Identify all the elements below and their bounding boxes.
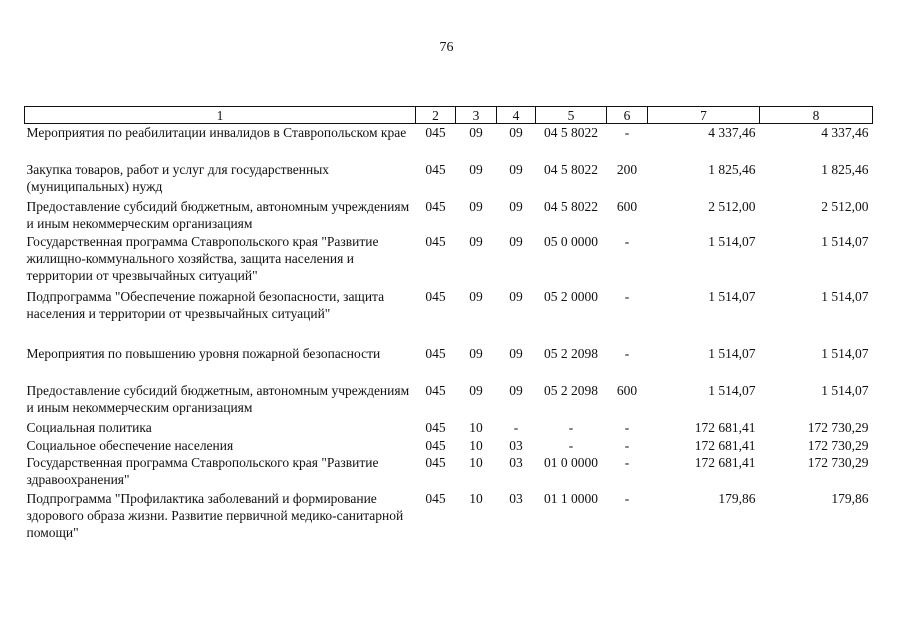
row-c2: 045 (425, 161, 446, 177)
row-name: Закупка товаров, работ и услуг для государственных (муниципальных) нужд (26, 161, 330, 194)
row-name: Подпрограмма "Обеспечение пожарной безопасности, защита населения и территории от чрезвычайных ситуаций" (26, 288, 385, 321)
row-c5: 01 0 0000 (544, 454, 598, 470)
row-c4: 03 (509, 454, 523, 470)
row-name: Предоставление субсидий бюджетным, автономным учреждениям и иным некоммерческим организациям (26, 382, 410, 415)
table-row (25, 345, 873, 382)
row-c3: 09 (469, 382, 483, 398)
row-c3: 09 (469, 198, 483, 214)
row-c6: 200 (616, 161, 638, 177)
row-c6: - (624, 345, 630, 361)
table-row (25, 233, 873, 288)
table-row (25, 490, 873, 544)
row-c6: - (624, 233, 630, 249)
row-c8: 4 337,46 (821, 125, 869, 140)
row-c5: 05 2 2098 (544, 345, 598, 361)
row-c4: 03 (509, 437, 523, 453)
row-c7: 2 512,00 (708, 198, 756, 214)
header-cell: 4 (497, 107, 536, 124)
row-c2: 045 (425, 288, 446, 304)
row-c5: - (568, 419, 574, 435)
row-c2: 045 (425, 382, 446, 398)
header-cell: 5 (536, 107, 607, 124)
row-name: Социальная политика (26, 419, 152, 435)
row-c8: 172 730,29 (807, 437, 869, 453)
budget-table (24, 106, 873, 544)
row-c7: 1 514,07 (708, 345, 756, 361)
row-c5: 04 5 8022 (544, 125, 598, 140)
row-name: Мероприятия по реабилитации инвалидов в Ставропольском крае (26, 125, 407, 140)
row-name: Государственная программа Ставропольского края "Развитие жилищно-коммунального хозяйства, защита населения и территории от чрезвычайных ситуаций" (26, 233, 379, 283)
row-name: Мероприятия по повышению уровня пожарной безопасности (26, 345, 381, 361)
row-c6: 600 (616, 198, 638, 214)
header-cell: 6 (607, 107, 648, 124)
header-cell: 8 (760, 107, 873, 124)
row-c7: 179,86 (718, 490, 756, 506)
row-c4: 03 (509, 490, 523, 506)
row-c3: 09 (469, 125, 483, 140)
table-row (25, 437, 873, 454)
table-row (25, 161, 873, 198)
row-c7: 172 681,41 (694, 437, 756, 453)
row-c6: 600 (616, 382, 638, 398)
row-c4: 09 (509, 161, 523, 177)
row-c2: 045 (425, 490, 446, 506)
row-c4: 09 (509, 125, 523, 140)
header-cell: 3 (456, 107, 497, 124)
row-c6: - (624, 419, 630, 435)
row-c5: - (568, 437, 574, 453)
row-c4: 09 (509, 198, 523, 214)
row-c7: 1 825,46 (708, 161, 756, 177)
page-number: 76 (439, 40, 454, 55)
row-c3: 09 (469, 161, 483, 177)
row-c2: 045 (425, 454, 446, 470)
row-c8: 1 825,46 (821, 161, 869, 177)
row-name: Социальное обеспечение населения (26, 437, 234, 453)
row-name: Подпрограмма "Профилактика заболеваний и формирование здорового образа жизни. Развитие первичной медико-санитарной помощи" (26, 490, 404, 540)
header-cell: 2 (416, 107, 456, 124)
row-c5: 05 2 2098 (544, 382, 598, 398)
row-c3: 10 (469, 454, 483, 470)
table-row (25, 419, 873, 437)
row-c2: 045 (425, 198, 446, 214)
row-c7: 1 514,07 (708, 382, 756, 398)
row-c7: 1 514,07 (708, 233, 756, 249)
row-c3: 09 (469, 233, 483, 249)
row-c2: 045 (425, 419, 446, 435)
table-row (25, 454, 873, 490)
row-c7: 172 681,41 (694, 419, 756, 435)
row-c5: 01 1 0000 (544, 490, 598, 506)
row-c3: 10 (469, 419, 483, 435)
row-c6: - (624, 437, 630, 453)
row-c4: 09 (509, 345, 523, 361)
row-c3: 09 (469, 288, 483, 304)
row-c2: 045 (425, 437, 446, 453)
row-name: Государственная программа Ставропольского края "Развитие здравоохранения" (26, 454, 379, 487)
row-c6: - (624, 490, 630, 506)
row-c8: 2 512,00 (821, 198, 869, 214)
row-c7: 172 681,41 (694, 454, 756, 470)
row-c3: 09 (469, 345, 483, 361)
row-c2: 045 (425, 233, 446, 249)
row-c8: 172 730,29 (807, 454, 869, 470)
row-c8: 179,86 (831, 490, 869, 506)
row-c2: 045 (425, 345, 446, 361)
row-c8: 1 514,07 (821, 233, 869, 249)
row-c8: 1 514,07 (821, 345, 869, 361)
header-cell: 7 (648, 107, 760, 124)
row-c3: 10 (469, 437, 483, 453)
row-c6: - (624, 125, 630, 140)
row-c3: 10 (469, 490, 483, 506)
row-c5: 05 2 0000 (544, 288, 598, 304)
row-c4: 09 (509, 233, 523, 249)
row-c6: - (624, 288, 630, 304)
header-cell: 1 (25, 107, 416, 124)
row-c2: 045 (425, 125, 446, 140)
row-c5: 04 5 8022 (544, 161, 598, 177)
row-c5: 04 5 8022 (544, 198, 598, 214)
row-c4: - (513, 419, 519, 435)
row-c8: 1 514,07 (821, 288, 869, 304)
row-c4: 09 (509, 382, 523, 398)
row-c5: 05 0 0000 (544, 233, 598, 249)
row-c4: 09 (509, 288, 523, 304)
row-c8: 1 514,07 (821, 382, 869, 398)
table-row (25, 198, 873, 233)
row-c7: 1 514,07 (708, 288, 756, 304)
table-row (25, 382, 873, 419)
table-row (25, 288, 873, 345)
row-name: Предоставление субсидий бюджетным, автономным учреждениям и иным некоммерческим организациям (26, 198, 410, 231)
row-c6: - (624, 454, 630, 470)
table-row (25, 124, 873, 161)
row-c7: 4 337,46 (708, 125, 756, 140)
row-c8: 172 730,29 (807, 419, 869, 435)
header-row (25, 107, 873, 124)
